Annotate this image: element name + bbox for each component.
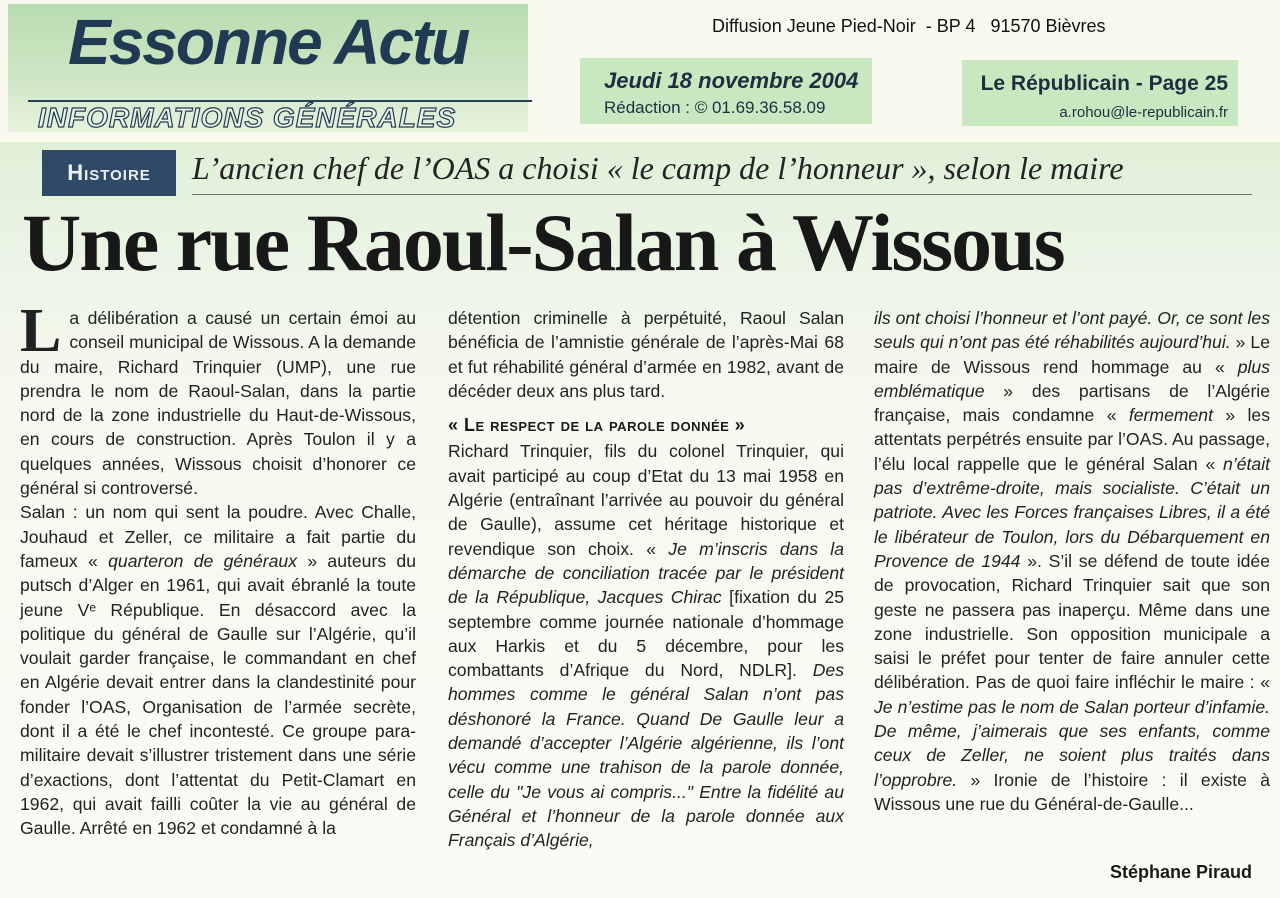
surtitle-rule (192, 194, 1252, 195)
paragraph (874, 306, 1270, 816)
quote-run: fermement (1128, 405, 1213, 426)
redaction-phone: Rédaction : © 01.69.36.58.09 (604, 98, 826, 117)
rubric-label: Histoire (42, 150, 176, 196)
publication-date: Jeudi 18 novembre 2004 (604, 68, 859, 93)
diffusion-address: Diffusion Jeune Pied-Noir - BP 4 91570 Bièvres (712, 16, 1106, 36)
masthead (8, 4, 528, 132)
headline: Une rue Raoul-Salan à Wissous (22, 197, 1064, 288)
quote-run: Je n’estime pas le nom de Salan porteur d’infamie. De même, j’aimerais que ses enfants, comme ceux de Zeller, ne soient plus traités dans l’opprobre. (874, 696, 1270, 790)
text-run: » les attentats perpétrés ensuite par l’OAS. Au passage, l’élu local rappelle que le général Salan « (874, 405, 1270, 474)
date-box (580, 58, 872, 124)
text-run: [fixation du 25 septembre comme journée nationale d’hommage aux Harkis et du 5 décembre, pour les combattants d’Afrique du Nord, NDLR]. (448, 587, 845, 681)
dropcap: L (20, 297, 62, 365)
quote-run: ils ont choisi l’honneur et l’ont payé. Or, ce sont les seuls qui n’ont pas été réhabilités aujourd’hui. (874, 308, 1270, 353)
paragraph (20, 500, 416, 840)
quote-run: Des hommes comme le général Salan n’ont pas déshonoré la France. Quand De Gaulle leur a demandé d’accepter l’Algérie algérienne, ils l’ont vécu comme une trahison de la parole donnée, celle du "Je vous ai compris..." Entre la fidélité au Général et l’honneur de la parole donnée aux Français d’Algérie, (448, 660, 844, 851)
text-run: Richard Trinquier, fils du colonel Trinquier, qui avait participé au coup d’Etat du 13 mai 1958 en Algérie (entraînant l’arrivée au pouvoir du général de Gaulle), assume cet héritage historique et revendique son choix. « (448, 441, 844, 559)
surtitle: L’ancien chef de l’OAS a choisi « le camp de l’honneur », selon le maire (192, 150, 1124, 186)
publication-title: Essonne Actu (68, 6, 469, 78)
quote-run: plus emblématique (874, 356, 1270, 401)
text-run: » auteurs du putsch d’Alger en 1961, qui avait ébranlé la toute jeune Vᵉ République. En désaccord avec la politique du général de Gaulle sur l’Algérie, qu’il voulait garder française, le commandant en chef en Algérie devait entrer dans la clandestinité pour fonder l’OAS, Organisation de l’armée secrète, dont il a été le chef incontesté. Ce groupe para-militaire devait s’illustrer tristement dans une série d’exactions, dont l’attentat du Petit-Clamart en 1962, qui avait failli coûter la vie au général de Gaulle. Arrêté en 1962 et condamné à la (20, 550, 417, 839)
article-column-3 (874, 306, 1270, 816)
journal-box (962, 60, 1238, 126)
article-column-2 (448, 306, 844, 853)
contact-email: a.rohou@le-republicain.fr (1059, 104, 1228, 121)
author-signature: Stéphane Piraud (1109, 862, 1252, 882)
paragraph (448, 306, 844, 403)
text-run: » des partisans de l’Algérie française, mais condamne « (874, 380, 1270, 426)
quote-run: n’était pas d’extrême-droite, mais socialiste. C’était un patriote. Avec les Forces françaises Libres, il a été le libérateur de Toulon, lors du Débarquement en Provence de 1944 (874, 453, 1270, 571)
article-column-1 (20, 297, 417, 841)
text-run: détention criminelle à perpétuité, Raoul Salan bénéficia de l’amnistie générale de l’après-Mai 68 et fut réhabilité général d’armée en 1982, avant de décéder deux ans plus tard. (448, 308, 844, 401)
text-run: a délibération a causé un certain émoi au conseil municipal de Wissous. A la demande du maire, Richard Trinquier (UMP), une rue prendra le nom de Raoul-Salan, dans la partie nord de la zone industrielle du Haut-de-Wissous, en cours de construction. Après Toulon il y a quelques années, Wissous choisit d’honorer ce général si controversé. (20, 308, 416, 499)
quote-run: Je m’inscris dans la démarche de conciliation tracée par le président de la République, Jacques Chirac (448, 538, 844, 608)
section-subtitle: INFORMATIONS GÉNÉRALES (38, 102, 457, 133)
text-run: » Ironie de l’histoire : il existe à Wissous une rue du Général-de-Gaulle... (874, 769, 1270, 814)
text-run: ». S’il se défend de toute idée de provocation, Richard Trinquier sait que son geste ne passera pas inaperçu. Même dans une zone industrielle. Son opposition municipale a saisi le préfet pour tenter de faire annuler cette délibération. Pas de quoi faire infléchir le maire : « (874, 550, 1271, 693)
subheading: « Le respect de la parole donnée » (448, 415, 746, 436)
quote-run: quarteron de généraux (108, 550, 298, 571)
text-run: » Le maire de Wissous rend hommage au « (874, 332, 1270, 377)
text-run: Salan : un nom qui sent la poudre. Avec Challe, Jouhaud et Zeller, ce militaire a fait partie du fameux « (20, 502, 416, 571)
paragraph (448, 439, 844, 852)
journal-page: Le Républicain - Page 25 (980, 72, 1228, 95)
paragraph (20, 297, 416, 500)
